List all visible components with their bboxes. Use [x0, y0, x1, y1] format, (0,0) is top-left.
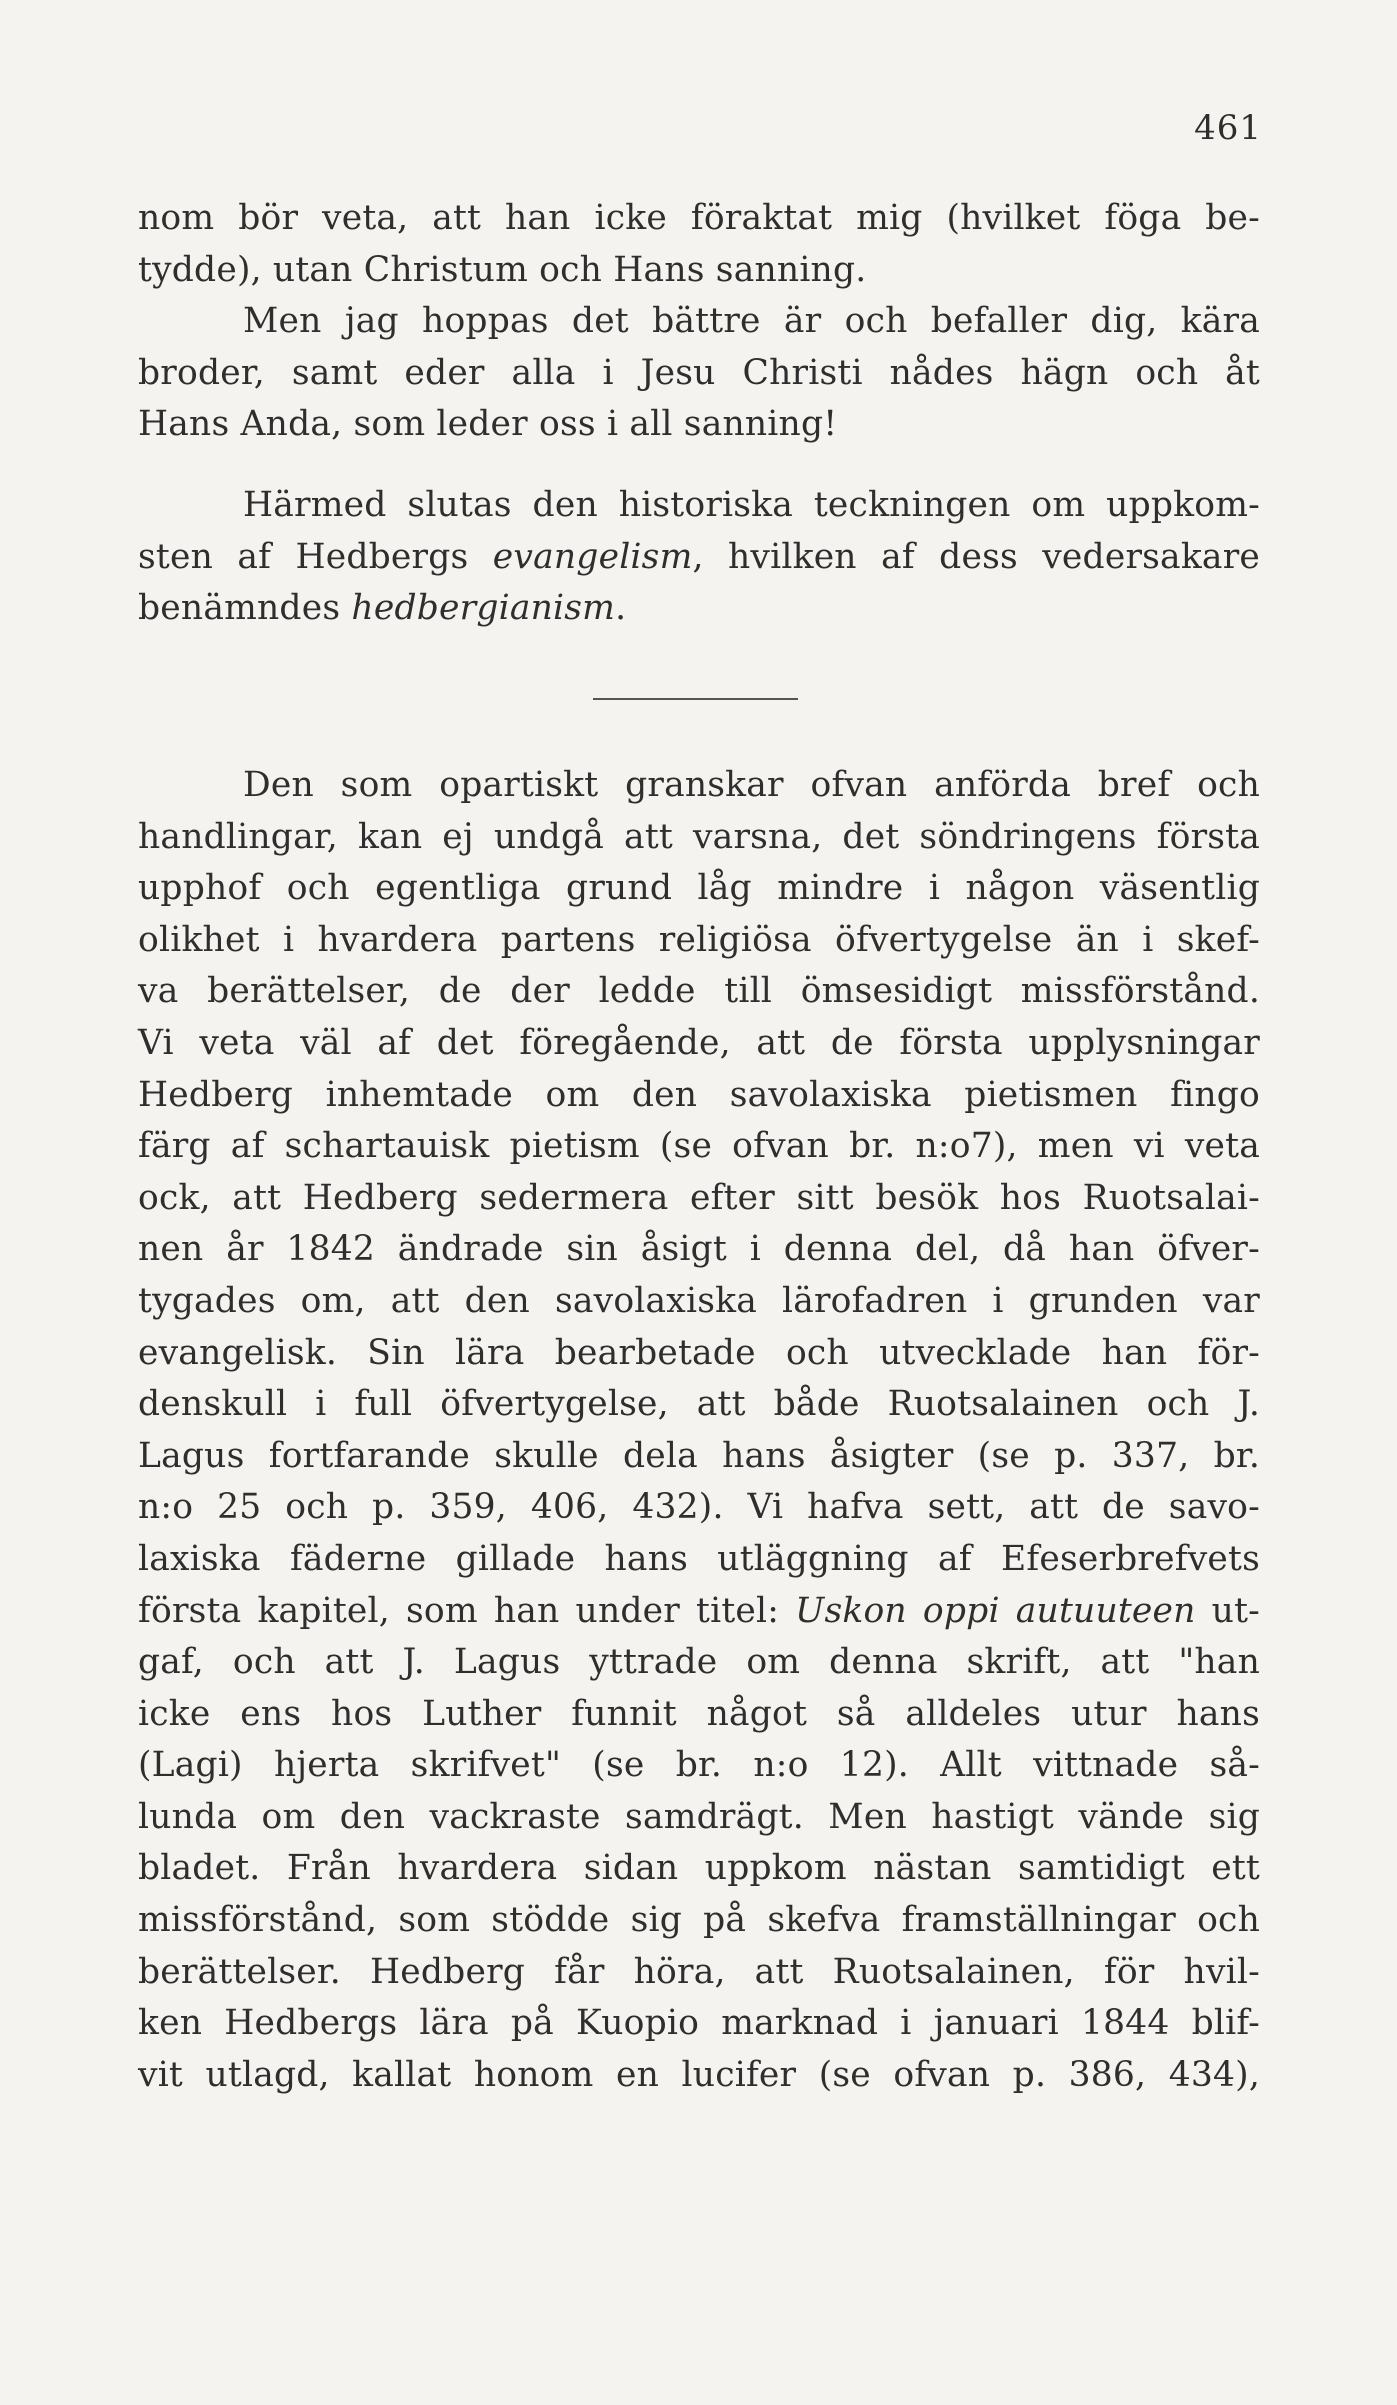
text-segment: benämndes: [138, 588, 352, 629]
text-line: bladet. Från hvardera sidan uppkom nästan samtidigt ett: [138, 1848, 1260, 1889]
text-line: nen år 1842 ändrade sin åsigt i denna del, då han öfver-: [138, 1229, 1260, 1270]
text-line: Hans Anda, som leder oss i all sanning!: [138, 404, 838, 445]
text-line: evangelisk. Sin lära bearbetade och utvecklade han för-: [138, 1332, 1260, 1373]
text-line: lunda om den vackraste samdrägt. Men hastigt vände sig: [138, 1796, 1260, 1837]
text-line: [138, 1586, 1260, 1638]
text-line: va berättelser, de der ledde till ömsesidigt missförstånd.: [138, 971, 1260, 1012]
section-divider: [593, 698, 798, 700]
paragraph-letter-ending: [138, 193, 1260, 451]
text-line: Men jag hoppas det bättre är och befaller dig, kära: [243, 301, 1260, 342]
text-segment: första kapitel, som han under titel:: [138, 1590, 796, 1631]
text-segment: .: [615, 588, 627, 629]
text-line: upphof och egentliga grund låg mindre i någon väsentlig: [138, 868, 1260, 909]
text-line: vit utlagd, kallat honom en lucifer (se ofvan p. 386, 434),: [138, 2054, 1260, 2095]
paragraph-conclusion: [138, 480, 1260, 635]
text-line: Lagus fortfarande skulle dela hans åsigter (se p. 337, br.: [138, 1435, 1260, 1476]
text-line: handlingar, kan ej undgå att varsna, det söndringens första: [138, 816, 1260, 857]
page-number: 461: [1194, 108, 1262, 148]
italic-term: hedbergianism: [351, 588, 616, 629]
italic-term: evangelism: [492, 536, 693, 577]
italic-title: Uskon oppi autuuteen: [795, 1590, 1196, 1631]
text-line: Härmed slutas den historiska teckningen om uppkom-: [243, 485, 1260, 525]
text-line: n:o 25 och p. 359, 406, 432). Vi hafva sett, att de savo-: [138, 1487, 1260, 1528]
text-line: (Lagi) hjerta skrifvet" (se br. n:o 12). Allt vittnade så-: [138, 1745, 1260, 1786]
text-line: [138, 583, 1260, 635]
text-line: nom bör veta, att han icke föraktat mig (hvilket föga be-: [138, 198, 1260, 238]
text-line: icke ens hos Luther funnit något så alldeles utur hans: [138, 1693, 1260, 1734]
text-segment: sten af Hedbergs: [138, 536, 493, 577]
text-line: tydde), utan Christum och Hans sanning.: [138, 249, 867, 290]
text-line: broder, samt eder alla i Jesu Christi nådes hägn och åt: [138, 352, 1260, 393]
text-line: Vi veta väl af det föregående, att de första upplysningar: [138, 1022, 1260, 1063]
text-line: ken Hedbergs lära på Kuopio marknad i januari 1844 blif-: [138, 2003, 1260, 2044]
text-line: berättelser. Hedberg får höra, att Ruotsalainen, för hvil-: [138, 1951, 1260, 1992]
text-line: tygades om, att den savolaxiska lärofadren i grunden var: [138, 1280, 1260, 1321]
text-line: Den som opartiskt granskar ofvan anförda bref och: [243, 765, 1260, 805]
text-line: färg af schartauisk pietism (se ofvan br. n:o7), men vi veta: [138, 1126, 1260, 1167]
text-segment: , hvilken af dess vedersakare: [692, 536, 1261, 577]
text-line: olikhet i hvardera partens religiösa öfvertygelse än i skef-: [138, 919, 1260, 960]
paragraph-analysis: [138, 760, 1260, 2101]
text-line: ock, att Hedberg sedermera efter sitt besök hos Ruotsalai-: [138, 1177, 1260, 1218]
text-line: [138, 532, 1260, 584]
text-line: denskull i full öfvertygelse, att både Ruotsalainen och J.: [138, 1384, 1260, 1425]
text-segment: ut-: [1195, 1590, 1261, 1631]
text-line: laxiska fäderne gillade hans utläggning af Efeserbrefvets: [138, 1538, 1260, 1579]
text-line: gaf, och att J. Lagus yttrade om denna skrift, att "han: [138, 1642, 1260, 1683]
text-line: missförstånd, som stödde sig på skefva framställningar och: [138, 1900, 1260, 1941]
text-line: Hedberg inhemtade om den savolaxiska pietismen fingo: [138, 1074, 1260, 1115]
